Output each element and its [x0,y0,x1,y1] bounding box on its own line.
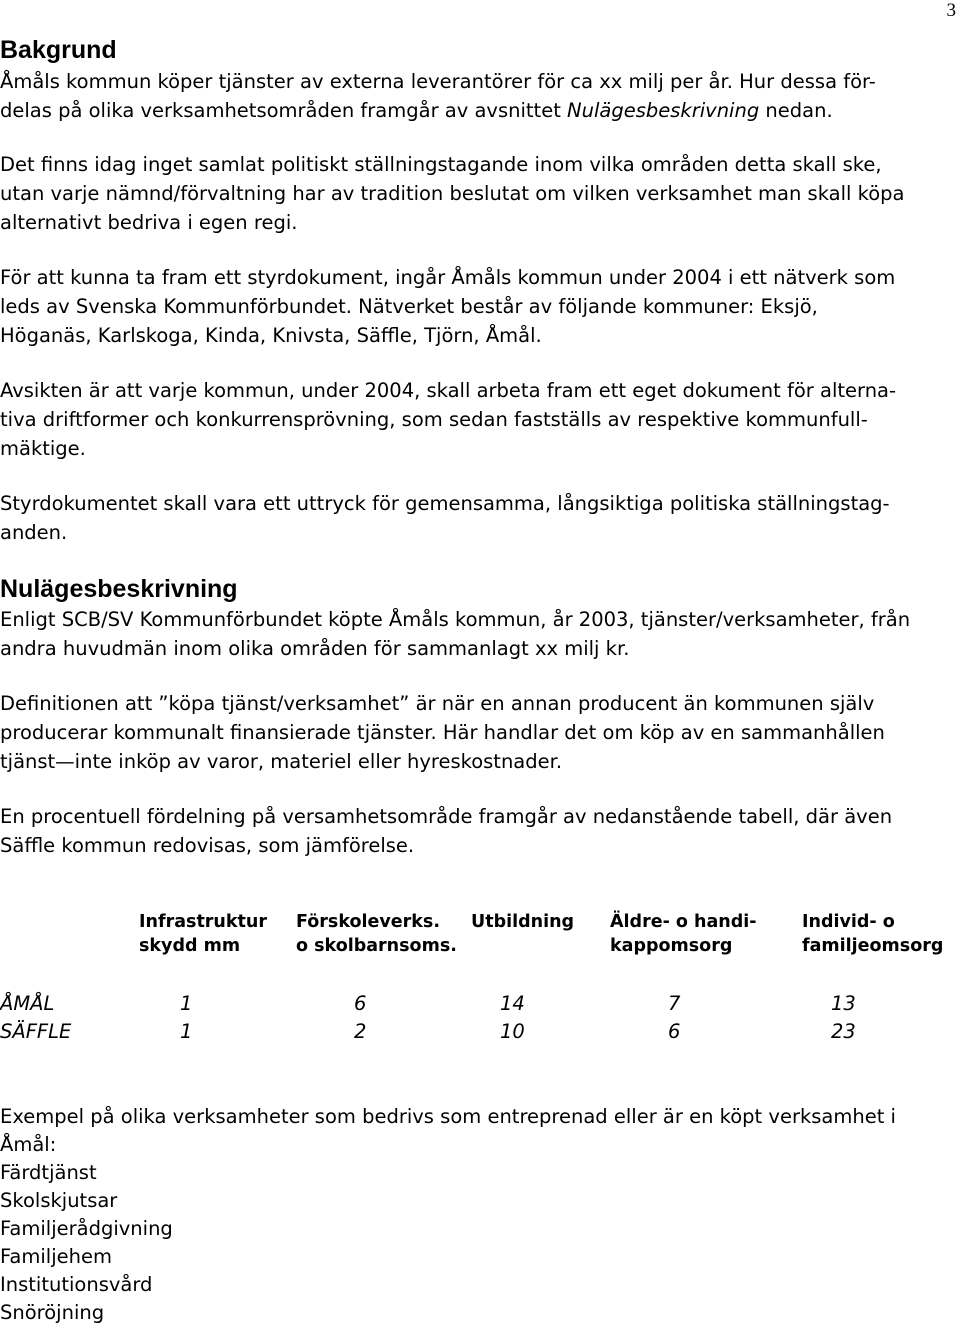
table-header-aldre-handikapp: Äldre- o handi- kappomsorg [610,912,757,956]
examples-intro-line-1: Exempel på olika verksamheter som bedrivs som entreprenad eller är en köpt verksamhet i [0,1105,896,1128]
bakgrund-p4-line-2: tiva driftformer och konkurrensprövning, som sedan fastställs av respektive kommunfull- [0,408,868,431]
table-cell: 2 [354,1020,367,1043]
bakgrund-p2-line-3: alternativt bedriva i egen regi. [0,211,298,234]
bakgrund-p2-line-1: Det finns idag inget samlat politiskt ställningstagande inom vilka områden detta skall ske, [0,153,882,176]
table-cell: 1 [180,1020,193,1043]
bakgrund-p1-line-2: delas på olika verksamhetsområden framgår av avsnittet Nulägesbeskrivning nedan. [0,99,833,122]
list-item: Färdtjänst [0,1161,97,1184]
bakgrund-p5-line-1: Styrdokumentet skall vara ett uttryck för gemensamma, långsiktiga politiska ställningstag- [0,492,890,515]
bakgrund-p4-line-1: Avsikten är att varje kommun, under 2004, skall arbeta fram ett eget dokument för alterna- [0,379,897,402]
nulage-p1-line-1: Enligt SCB/SV Kommunförbundet köpte Åmåls kommun, år 2003, tjänster/verksamheter, från [0,608,911,631]
list-item: Familjehem [0,1245,112,1268]
heading-bakgrund: Bakgrund [0,36,117,64]
table-header-forskoleverks: Förskoleverks. o skolbarnsoms. [296,912,457,956]
table-cell: 6 [668,1020,681,1043]
heading-nulagesbeskrivning: Nulägesbeskrivning [0,575,238,603]
nulage-p2-line-3: tjänst—inte inköp av varor, materiel eller hyreskostnader. [0,750,563,773]
examples-intro-line-2: Åmål: [0,1133,57,1156]
bakgrund-p3-line-1: För att kunna ta fram ett styrdokument, ingår Åmåls kommun under 2004 i ett nätverk som [0,266,896,289]
table-cell: 14 [500,992,525,1015]
bakgrund-p3-line-3: Höganäs, Karlskoga, Kinda, Knivsta, Säffle, Tjörn, Åmål. [0,324,542,347]
nulage-p3-line-2: Säffle kommun redovisas, som jämförelse. [0,834,415,857]
table-row-label-amal: ÅMÅL [0,992,55,1015]
bakgrund-p1-line-1: Åmåls kommun köper tjänster av externa leverantörer för ca xx milj per år. Hur dessa för- [0,70,876,93]
table-cell: 23 [831,1020,856,1043]
list-item: Skolskjutsar [0,1189,118,1212]
list-item: Snöröjning [0,1301,105,1324]
table-cell: 10 [500,1020,525,1043]
nulage-p1-line-2: andra huvudmän inom olika områden för sammanlagt xx milj kr. [0,637,630,660]
table-header-utbildning: Utbildning [471,912,575,932]
list-item: Familjerådgivning [0,1217,173,1240]
table-header-individ-familj: Individ- o familjeomsorg [802,912,944,956]
bakgrund-p5-line-2: anden. [0,521,68,544]
table-row-label-saffle: SÄFFLE [0,1020,72,1043]
table-cell: 13 [831,992,856,1015]
table-cell: 7 [668,992,681,1015]
nulage-reference: Nulägesbeskrivning [567,99,760,122]
bakgrund-p4-line-3: mäktige. [0,437,86,460]
bakgrund-p2-line-2: utan varje nämnd/förvaltning har av tradition beslutat om vilken verksamhet man skall köpa [0,182,905,205]
table-cell: 1 [180,992,193,1015]
table-cell: 6 [354,992,367,1015]
bakgrund-p3-line-2: leds av Svenska Kommunförbundet. Nätverket består av följande kommuner: Eksjö, [0,295,818,318]
table-header-infrastruktur: Infrastruktur skydd mm [139,912,267,956]
nulage-p3-line-1: En procentuell fördelning på versamhetsområde framgår av nedanstående tabell, där även [0,805,893,828]
nulage-p2-line-1: Definitionen att ”köpa tjänst/verksamhet” är när en annan producent än kommunen själv [0,692,875,715]
nulage-p2-line-2: producerar kommunalt finansierade tjänster. Här handlar det om köp av en sammanhållen [0,721,885,744]
list-item: Institutionsvård [0,1273,153,1296]
page-number: 3 [946,0,956,21]
